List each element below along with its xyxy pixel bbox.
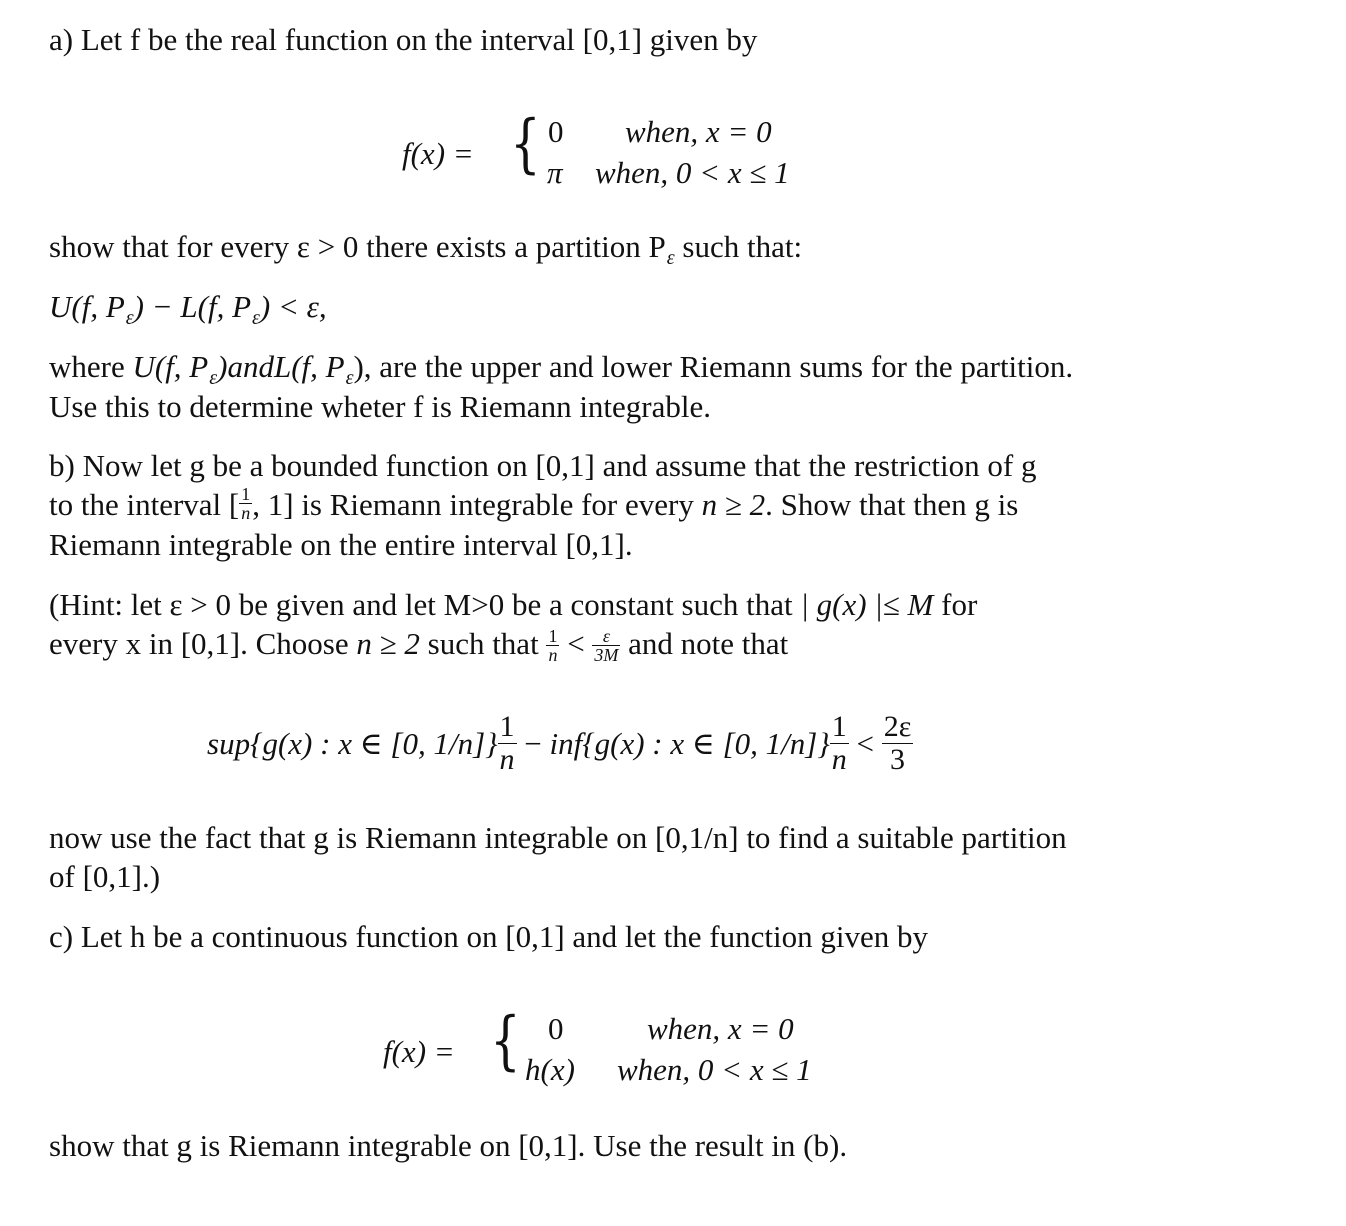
part-a-case1-value: 0	[548, 114, 564, 149]
part-a-case2-value: π	[547, 155, 563, 190]
fraction-numerator: 1	[241, 484, 251, 505]
ineq-part3: ) < ε,	[259, 289, 327, 324]
part-a-case2-condition: when, 0 < x ≤ 1	[595, 155, 790, 190]
fraction-numerator: 1	[831, 710, 847, 743]
where-upper-sum: U(f, P	[132, 349, 209, 384]
ineq-part1: U(f, P	[49, 289, 125, 324]
part-a-case1-condition: when, x = 0	[625, 114, 772, 149]
part-a-show-line	[49, 229, 803, 269]
part-c-final: show that g is Riemann integrable on [0,1]. Use the result in (b).	[49, 1128, 848, 1163]
ineq-subscript-2: ε	[252, 307, 260, 329]
hint2-condition: n ≥ 2	[356, 626, 420, 661]
line2-condition: n ≥ 2	[701, 487, 766, 522]
now-line2: of [0,1].)	[49, 859, 161, 894]
fraction-denominator: 3	[890, 743, 906, 776]
hint-line1	[49, 589, 977, 620]
fraction-denominator: n	[241, 503, 251, 524]
show-text-post: such that:	[674, 229, 803, 264]
part-b-line3: Riemann integrable on the entire interval [0,1].	[49, 527, 633, 562]
sup-inf-inequality	[207, 711, 913, 776]
hint1-pre: (Hint: let ε > 0 be given and let M>0 be a constant such that	[49, 587, 801, 622]
fraction-denominator: n	[548, 645, 558, 666]
part-a-inequality	[49, 289, 327, 329]
ineq-subscript-1: ε	[125, 307, 134, 329]
show-subscript: ε	[666, 247, 675, 269]
fraction-numerator: 1	[548, 626, 558, 647]
fraction-denominator: 3M	[594, 645, 619, 666]
where-text: where	[49, 349, 133, 384]
hint2-mid: such that	[419, 626, 547, 661]
where-subscript-1: ε	[209, 367, 218, 389]
line2-mid: , 1] is Riemann integrable for every	[252, 487, 702, 522]
left-brace: {	[510, 107, 541, 181]
part-a-intro: a) Let f be the real function on the interval [0,1] given by	[49, 22, 758, 57]
where-rest: ), are the upper and lower Riemann sums for the partition.	[353, 349, 1074, 384]
ineq-part2: ) − L(f, P	[133, 289, 252, 324]
eq-fraction-2	[830, 711, 849, 776]
eq-minus: −	[516, 726, 550, 761]
fraction-denominator: n	[831, 743, 847, 776]
hint2-fraction-2	[592, 627, 620, 664]
part-c-def-lhs: f(x) =	[383, 1034, 455, 1069]
eq-less-than: <	[848, 726, 882, 761]
part-a-where-line	[49, 349, 1074, 389]
fraction-numerator: 1	[499, 710, 515, 743]
inf-expression: inf{g(x) : x ∈ [0, 1/n]}	[549, 726, 830, 761]
hint1-post: for	[933, 587, 978, 622]
line2-post: . Show that then g is	[765, 487, 1019, 522]
part-c-case2-value: h(x)	[525, 1052, 575, 1087]
fraction-numerator: ε	[592, 627, 620, 646]
hint2-fraction-1	[546, 627, 559, 664]
fraction-denominator: n	[499, 743, 515, 776]
show-text-pre: show that for every ε > 0 there exists a partition P	[49, 229, 666, 264]
part-b-line2	[49, 484, 1019, 526]
part-a-use-line: Use this to determine wheter f is Riemann integrable.	[49, 389, 712, 424]
hint2-pre: every x in [0,1]. Choose	[49, 626, 357, 661]
part-c-case1-condition: when, x = 0	[647, 1011, 794, 1046]
part-c-case1-value: 0	[548, 1011, 564, 1046]
now-line1: now use the fact that g is Riemann integrable on [0,1/n] to find a suitable partition	[49, 820, 1067, 855]
part-c-case2-condition: when, 0 < x ≤ 1	[617, 1052, 812, 1087]
hint-line2	[49, 628, 788, 665]
hint2-post: and note that	[620, 626, 789, 661]
part-b-line1: b) Now let g be a bounded function on [0,1] and assume that the restriction of g	[49, 448, 1037, 483]
eq-fraction-3	[882, 711, 914, 776]
one-over-n-fraction	[239, 485, 252, 522]
where-and-lower: )andL(f, P	[217, 349, 345, 384]
part-c-intro: c) Let h be a continuous function on [0,1] and let the function given by	[49, 919, 928, 954]
part-a-def-lhs: f(x) =	[402, 136, 474, 171]
left-brace: {	[490, 1004, 521, 1078]
fraction-numerator: 2ε	[883, 710, 912, 743]
line2-pre: to the interval [	[49, 487, 240, 522]
sup-expression: sup{g(x) : x ∈ [0, 1/n]}	[207, 726, 498, 761]
hint2-less-than: <	[559, 626, 593, 661]
where-subscript-2: ε	[345, 367, 354, 389]
eq-fraction-1	[498, 711, 517, 776]
hint1-bound: | g(x) |≤ M	[800, 587, 934, 622]
